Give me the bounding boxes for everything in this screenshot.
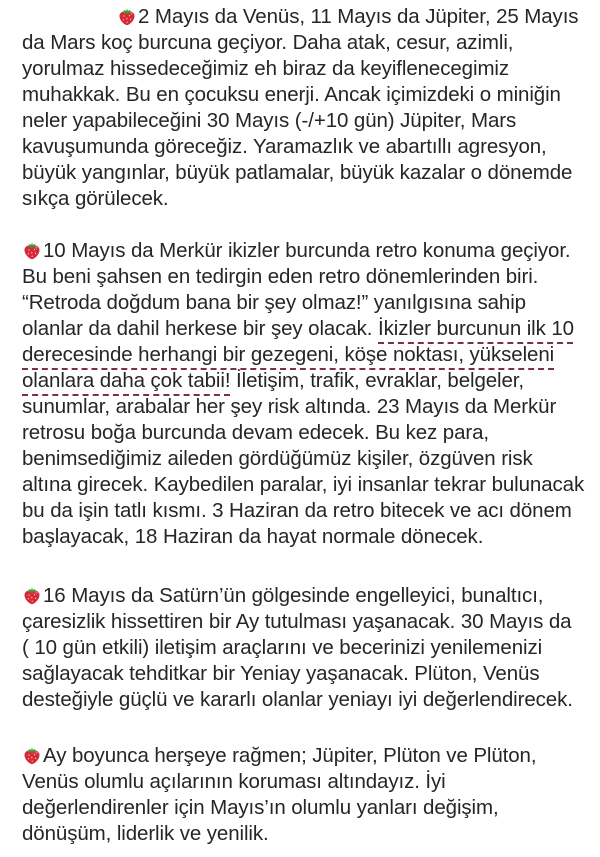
paragraph-4-line-4: dönüşüm, liderlik ve yenilik. xyxy=(22,822,269,845)
paragraph-2-line-12: başlayacak, 18 Haziran da hayat normale dönecek. xyxy=(22,525,484,548)
paragraph-4-line-2: Venüs olumlu açılarının koruması altındayız. İyi xyxy=(22,770,446,793)
paragraph-2-line-3: “Retroda doğdum bana bir şey olmaz!” yanılgısına sahip xyxy=(22,291,526,314)
strawberry-icon xyxy=(117,6,137,26)
paragraph-3-line-3: ( 10 gün etkili) iletişim araçlarını ve becerinizi yenilemenizi xyxy=(22,636,543,659)
paragraph-3-line-2: çaresizlik hissettiren bir Ay tutulması yaşanacak. 30 Mayıs da xyxy=(22,610,572,633)
paragraph-1-line-8: sıkça görülecek. xyxy=(22,187,169,210)
paragraph-2-line-2: Bu beni şahsen en tedirgin eden retro dönemlerinden biri. xyxy=(22,265,539,288)
strawberry-icon xyxy=(22,240,42,260)
paragraph-2-line-9: benimsediğimiz aileden gördüğümüz kişiler, özgüven risk xyxy=(22,447,533,470)
paragraph-2-line-11: bu da işin tatlı kısmı. 3 Haziran da retro bitecek ve acı dönem xyxy=(22,499,572,522)
paragraph-1-line-1: 2 Mayıs da Venüs, 11 Mayıs da Jüpiter, 25 Mayıs xyxy=(117,4,578,30)
paragraph-2-line-6: olanlara daha çok tabii! İletişim, trafik, evraklar, belgeler, xyxy=(22,369,524,392)
paragraph-2-line-10: altına girecek. Kaybedilen paralar, iyi insanlar tekrar bulunacak xyxy=(22,473,585,496)
paragraph-2-line-8: retrosu boğa burcunda devam edecek. Bu kez para, xyxy=(22,421,489,444)
paragraph-1-line-3: yorulmaz hissedeceğimiz eh biraz da keyiflenecegimiz xyxy=(22,57,510,80)
paragraph-1-line-6: kavuşumunda göreceğiz. Yaramazlık ve abartıllı agresyon, xyxy=(22,135,547,158)
paragraph-1-line-7: büyük yangınlar, büyük patlamalar, büyük kazalar o dönemde xyxy=(22,161,573,184)
paragraph-2-line-4: olanlar da dahil herkese bir şey olacak. İkizler burcunun ilk 10 xyxy=(22,317,574,340)
paragraph-1-line-4: muhakkak. Bu en çocuksu enerji. Ancak içimizdeki o miniğin xyxy=(22,83,561,106)
paragraph-4-line-3: değerlendirenler için Mayıs’ın olumlu yanları değişim, xyxy=(22,796,499,819)
spellcheck-underlined-text[interactable]: olanlara daha çok tabii! xyxy=(22,369,231,392)
spellcheck-underlined-text[interactable]: derecesinde herhangi bir gezegeni, köşe noktası, yükseleni xyxy=(22,343,555,366)
paragraph-3-line-1: 16 Mayıs da Satürn’ün gölgesinde engelleyici, bunaltıcı, xyxy=(22,583,543,609)
paragraph-3-line-4: sağlayacak tehditkar bir Yeniay yaşanacak. Plüton, Venüs xyxy=(22,662,540,685)
paragraph-4-line-1: Ay boyunca herşeye rağmen; Jüpiter, Plüton ve Plüton, xyxy=(22,743,536,769)
paragraph-1-line-5: neler yapabileceğini 30 Mayıs (-/+10 gün) Jüpiter, Mars xyxy=(22,109,517,132)
paragraph-2-line-7: sunumlar, arabalar her şey risk altında. 23 Mayıs da Merkür xyxy=(22,395,557,418)
paragraph-2-line-1: 10 Mayıs da Merkür ikizler burcunda retro konuma geçiyor. xyxy=(22,238,571,264)
paragraph-3-line-5: desteğiyle güçlü ve kararlı olanlar yeniayı iyi değerlendirecek. xyxy=(22,688,573,711)
spellcheck-underlined-text[interactable]: İkizler burcunun ilk 10 xyxy=(378,317,574,340)
strawberry-icon xyxy=(22,745,42,765)
paragraph-2-line-5 xyxy=(22,342,554,368)
strawberry-icon xyxy=(22,585,42,605)
paragraph-1-line-2: da Mars koç burcuna geçiyor. Daha atak, cesur, azimli, xyxy=(22,31,514,54)
